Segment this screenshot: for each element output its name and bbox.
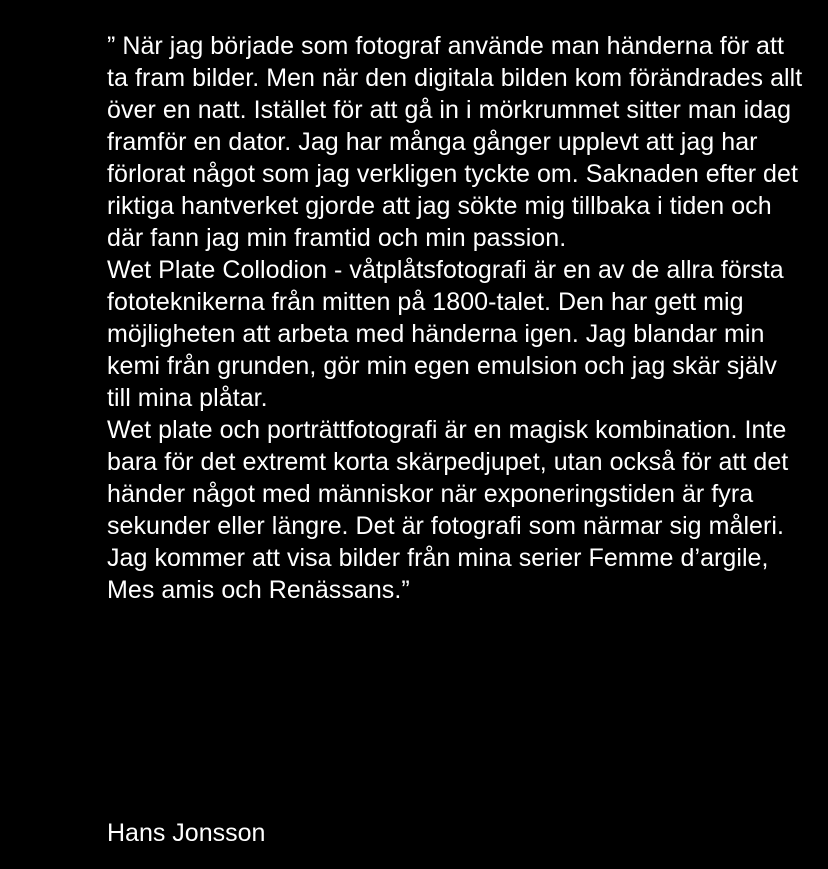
author-signature: Hans Jonsson bbox=[107, 819, 266, 847]
paragraph-1: ” När jag började som fotograf använde man händerna för att ta fram bilder. Men när den digitala bilden kom förändrades allt över en natt. Istället för att gå in i mörkrummet sitter man idag framför en dator. Jag har många gånger upplevt att jag har förlorat något som jag verkligen tyckte om. Saknaden efter det riktiga hantverket gjorde att jag sökte mig tillbaka i tiden och där fann jag min framtid och min passion. bbox=[107, 32, 803, 252]
paragraph-3: Wet plate och porträttfotografi är en magisk kombination. Inte bara för det extremt korta skärpedjupet, utan också för att det händer något med människor när exponeringstiden är fyra sekunder eller längre. Det är fotografi som närmar sig måleri. bbox=[107, 416, 789, 540]
quote-text bbox=[107, 30, 807, 606]
paragraph-2: Wet Plate Collodion - våtplåtsfotografi är en av de allra första fototeknikerna från mitten på 1800-talet. Den har gett mig möjligheten att arbeta med händerna igen. Jag blandar min kemi från grunden, gör min egen emulsion och jag skär själv till mina plåtar. bbox=[107, 256, 784, 412]
paragraph-4: Jag kommer att visa bilder från mina serier Femme d’argile, Mes amis och Renässans.” bbox=[107, 544, 769, 604]
